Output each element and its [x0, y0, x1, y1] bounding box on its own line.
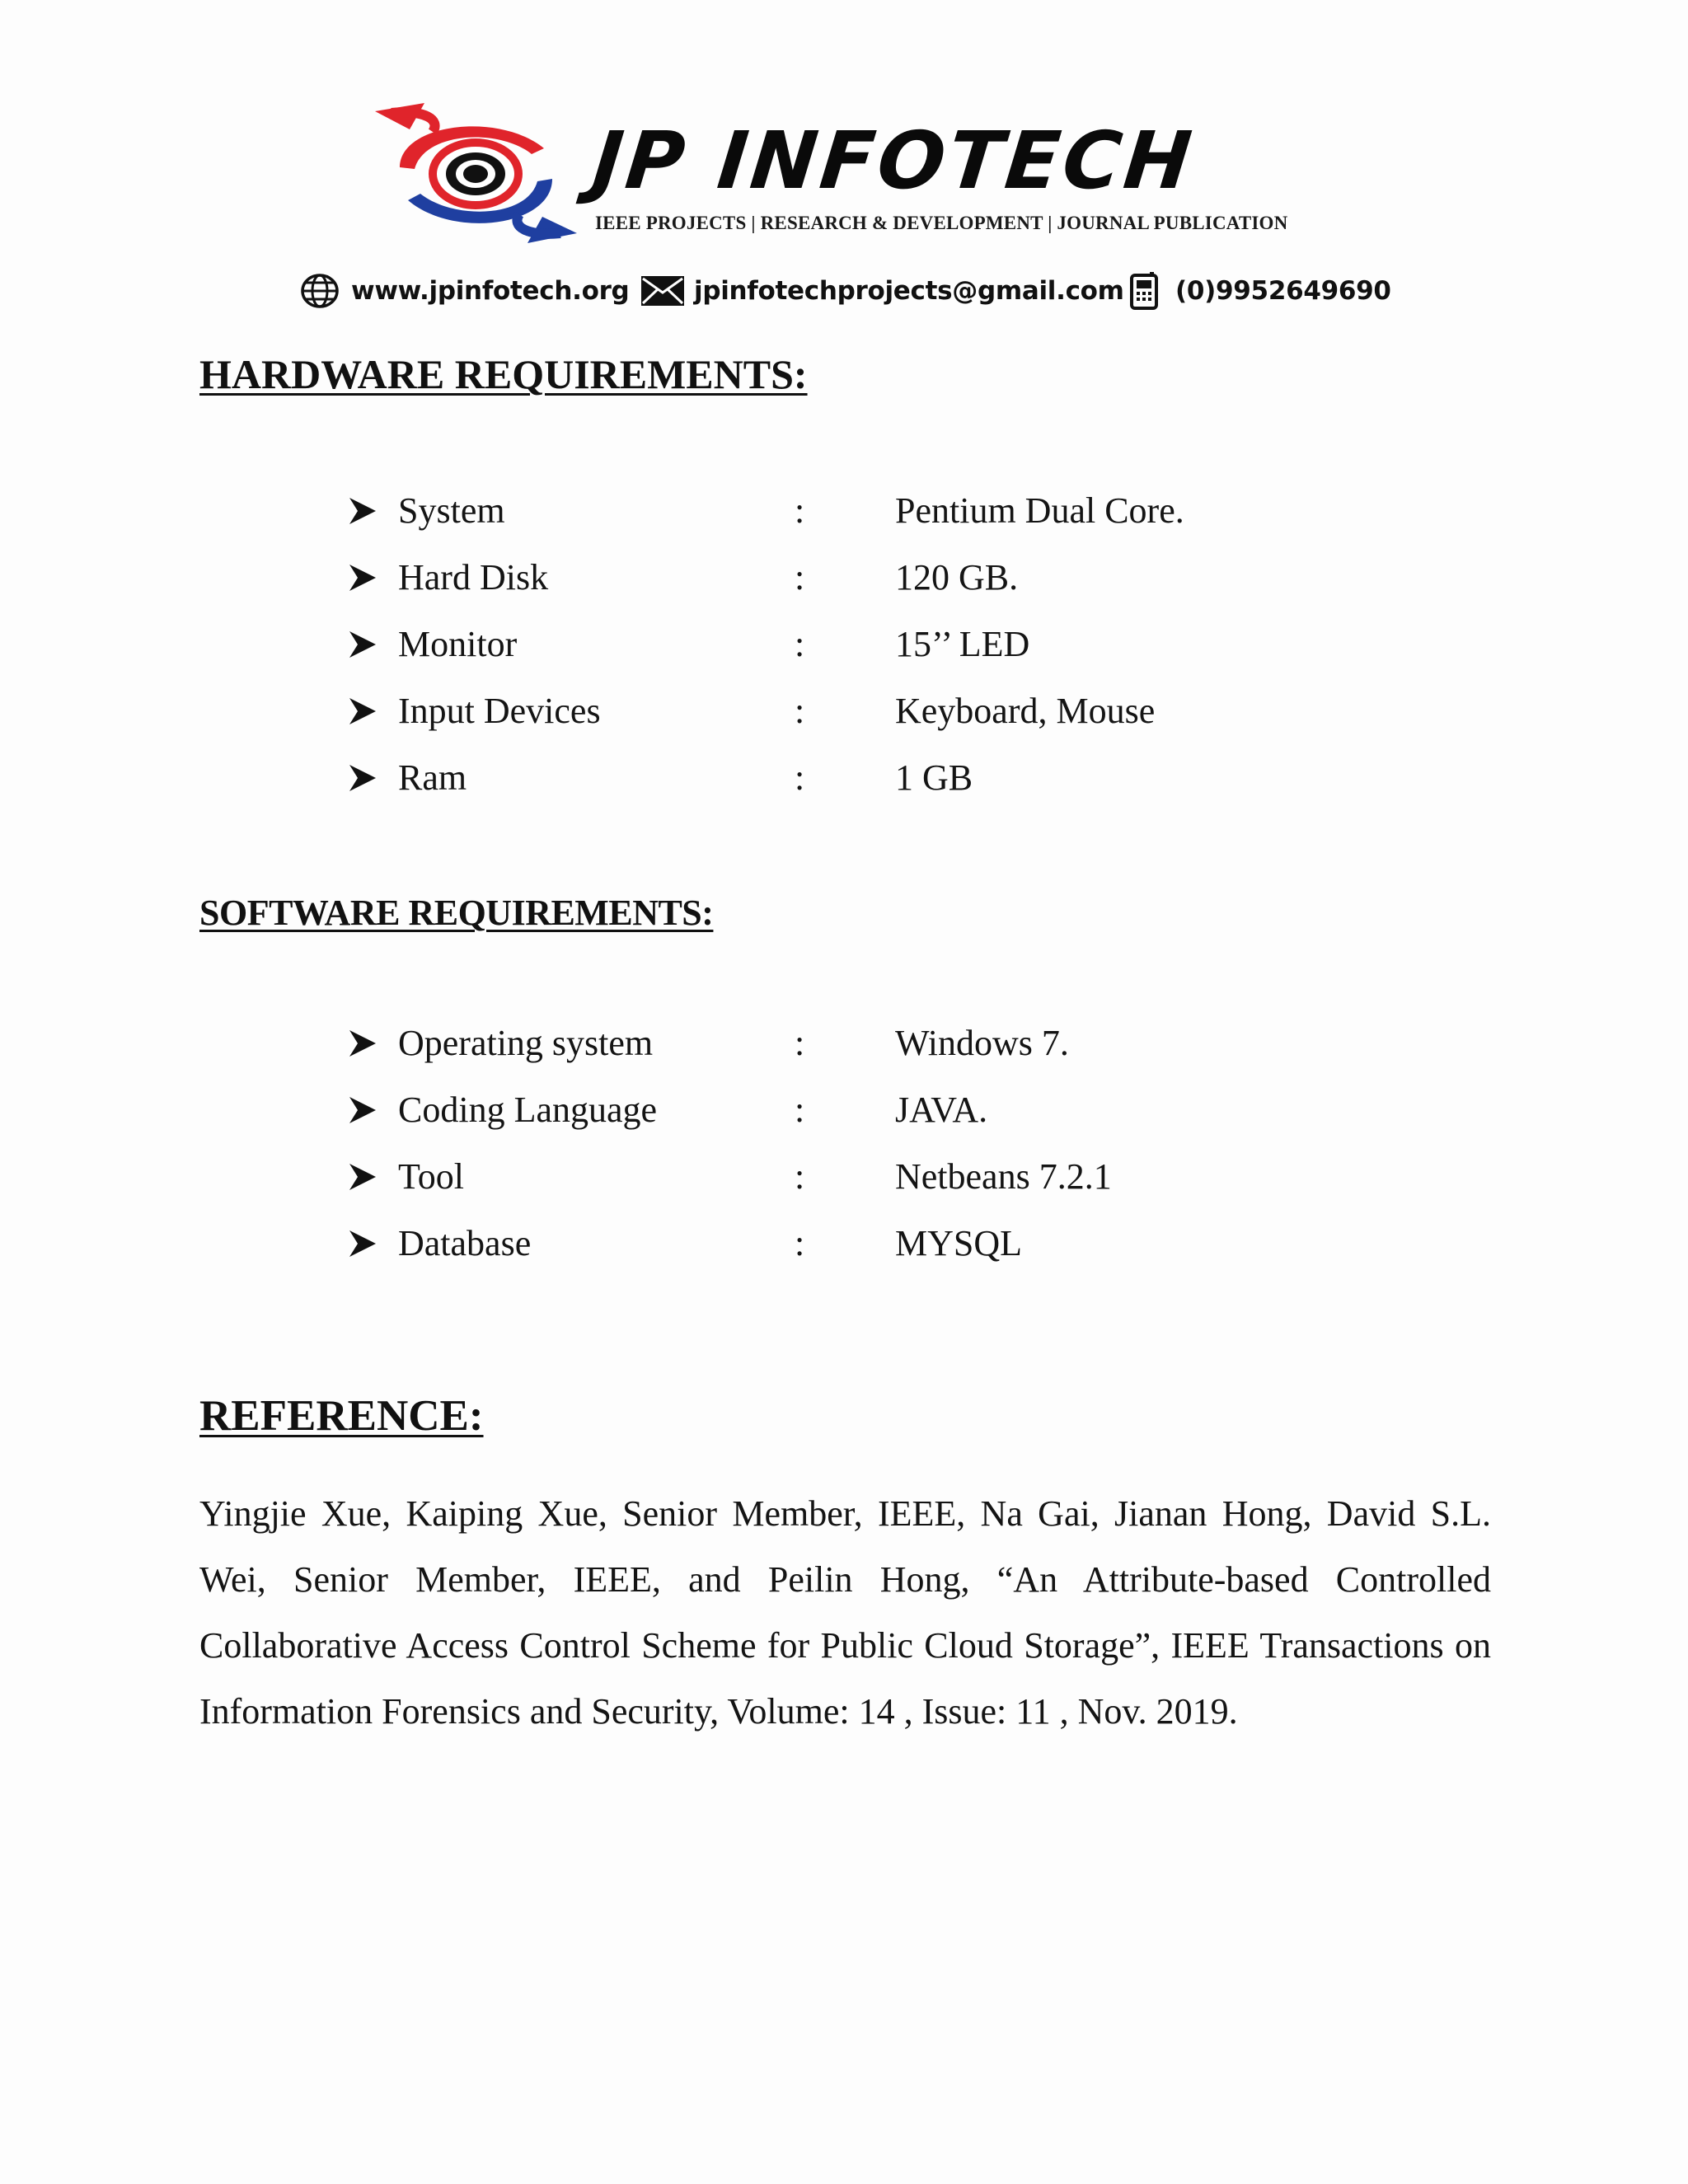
- arrowhead-bullet-icon: [348, 1162, 377, 1192]
- software-heading: SOFTWARE REQUIREMENTS:: [199, 893, 714, 933]
- requirement-value: Windows 7.: [895, 1023, 1069, 1063]
- separator: :: [795, 1156, 805, 1197]
- separator: :: [795, 624, 805, 664]
- brand-name: JP INFOTECH: [588, 115, 1199, 207]
- list-item: [0, 556, 1688, 623]
- reference-heading: REFERENCE:: [199, 1392, 484, 1440]
- arrowhead-bullet-icon: [348, 1095, 377, 1125]
- requirement-value: 1 GB: [895, 757, 973, 798]
- arrowhead-bullet-icon: [348, 563, 377, 593]
- arrowhead-bullet-icon: [348, 696, 377, 726]
- requirement-label: Tool: [398, 1156, 465, 1197]
- requirement-value: 120 GB.: [895, 557, 1019, 598]
- requirement-label: Coding Language: [398, 1090, 658, 1130]
- separator: :: [795, 1090, 805, 1130]
- arrowhead-bullet-icon: [348, 1029, 377, 1058]
- requirement-value: Keyboard, Mouse: [895, 691, 1156, 731]
- arrowhead-bullet-icon: [348, 496, 377, 526]
- contact-row: [0, 270, 1688, 312]
- arrowhead-bullet-icon: [348, 763, 377, 793]
- list-item: [0, 1089, 1688, 1155]
- arrowhead-bullet-icon: [348, 1229, 377, 1258]
- separator: :: [795, 557, 805, 598]
- email-contact[interactable]: [641, 270, 1124, 312]
- software-requirements-list: [0, 1022, 1688, 1289]
- target-arrows-logo: [375, 103, 577, 243]
- list-item: [0, 1155, 1688, 1222]
- requirement-value: Netbeans 7.2.1: [895, 1156, 1112, 1197]
- hardware-heading: HARDWARE REQUIREMENTS:: [199, 351, 808, 397]
- separator: :: [795, 691, 805, 731]
- globe-icon: [298, 273, 341, 309]
- requirement-label: Monitor: [398, 624, 518, 664]
- requirement-value: JAVA.: [895, 1090, 988, 1130]
- website-contact[interactable]: [298, 270, 629, 312]
- phone-contact[interactable]: [1123, 270, 1391, 312]
- separator: :: [795, 757, 805, 798]
- brand-tagline: IEEE PROJECTS | RESEARCH & DEVELOPMENT | JOURNAL PUBLICATION: [595, 213, 1288, 233]
- separator: :: [795, 1023, 805, 1063]
- requirement-value: 15’’ LED: [895, 624, 1030, 664]
- list-item: [0, 690, 1688, 757]
- hardware-requirements-list: [0, 490, 1688, 823]
- requirement-value: Pentium Dual Core.: [895, 490, 1184, 531]
- mobile-phone-icon: [1123, 273, 1165, 309]
- requirement-label: Operating system: [398, 1023, 654, 1063]
- separator: :: [795, 1223, 805, 1263]
- separator: :: [795, 490, 805, 531]
- requirement-label: Hard Disk: [398, 557, 549, 598]
- phone-number[interactable]: (0)9952649690: [1175, 276, 1391, 306]
- arrowhead-bullet-icon: [348, 630, 377, 659]
- list-item: [0, 490, 1688, 556]
- requirement-label: Input Devices: [398, 691, 601, 731]
- list-item: [0, 757, 1688, 823]
- requirement-label: System: [398, 490, 505, 531]
- requirement-label: Ram: [398, 757, 467, 798]
- reference-citation: Yingjie Xue, Kaiping Xue, Senior Member, IEEE, Na Gai, Jianan Hong, David S.L. Wei, Senior Member, IEEE, and Peilin Hong, “An Attribute-based Controlled Collaborative Access Control Scheme for Public Cloud Storage”, IEEE Transactions on Information Forensics and Security, Volume: 14 , Issue: 11 , Nov. 2019.: [199, 1493, 1491, 1732]
- requirement-label: Database: [398, 1223, 532, 1263]
- envelope-icon: [641, 273, 684, 309]
- website-link[interactable]: www.jpinfotech.org: [351, 276, 630, 306]
- email-link[interactable]: jpinfotechprojects@gmail.com: [694, 276, 1124, 306]
- requirement-value: MYSQL: [895, 1223, 1023, 1263]
- list-item: [0, 623, 1688, 690]
- list-item: [0, 1022, 1688, 1089]
- letterhead: [0, 0, 1688, 330]
- list-item: [0, 1222, 1688, 1289]
